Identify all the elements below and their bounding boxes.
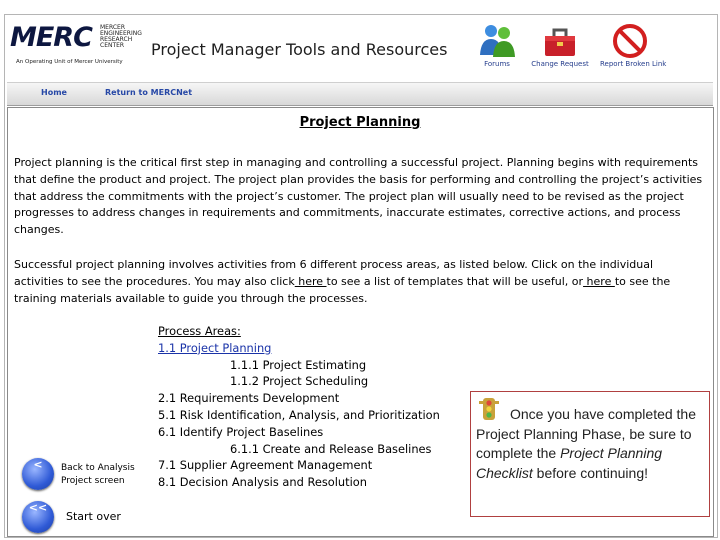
process-item-supplier[interactable]: 7.1 Supplier Agreement Management bbox=[158, 458, 373, 473]
change-request-label: Change Request bbox=[531, 60, 589, 68]
training-here-link[interactable]: here bbox=[583, 274, 615, 288]
nav-return-link[interactable]: Return to MERCNet bbox=[105, 88, 193, 97]
checklist-note-text: Once you have completed the Project Planning Phase, be sure to complete the Project Planning Checklist before continuing! bbox=[476, 406, 697, 481]
process-paragraph: Successful project planning involves activities from 6 different process areas, as listed below. Click on the individual activities to see the procedures. You may also click here to see a list of templates that will be useful, or here to see the training materials available to guide you through the processes. bbox=[14, 258, 671, 305]
forums-label: Forums bbox=[484, 60, 510, 68]
process-item-baselines[interactable]: 6.1 Identify Project Baselines bbox=[158, 424, 324, 439]
process-item-requirements[interactable]: 2.1 Requirements Development bbox=[158, 391, 340, 406]
no-sign-icon bbox=[610, 22, 650, 60]
site-title: Project Manager Tools and Resources bbox=[151, 40, 448, 59]
top-nav-bar bbox=[7, 82, 713, 106]
report-broken-link-button[interactable] bbox=[600, 22, 667, 68]
process-item-scheduling[interactable]: 1.1.2 Project Scheduling bbox=[230, 374, 369, 389]
forums-button[interactable] bbox=[467, 22, 527, 68]
start-over-label: Start over bbox=[66, 510, 121, 523]
change-request-button[interactable] bbox=[530, 22, 590, 68]
forums-people-icon bbox=[477, 22, 517, 60]
merc-logo[interactable] bbox=[10, 18, 140, 68]
checklist-link[interactable]: Project Planning Checklist bbox=[476, 445, 663, 481]
process-item-create-baselines[interactable]: 6.1.1 Create and Release Baselines bbox=[230, 441, 432, 456]
back-button[interactable]: < bbox=[22, 458, 54, 490]
process-item-risk[interactable]: 5.1 Risk Identification, Analysis, and Prioritization bbox=[158, 407, 440, 422]
nav-home-link[interactable]: Home bbox=[41, 88, 67, 97]
logo-lines: MERCER ENGINEERING RESEARCH CENTER bbox=[100, 24, 142, 49]
templates-here-link[interactable]: here bbox=[294, 274, 327, 288]
page-title: Project Planning bbox=[299, 115, 421, 130]
report-broken-link-label: Report Broken Link bbox=[600, 60, 667, 68]
back-label: Back to Analysis Project screen bbox=[61, 463, 135, 486]
process-item-project-planning[interactable]: 1.1 Project Planning bbox=[158, 340, 272, 355]
process-item-decision[interactable]: 8.1 Decision Analysis and Resolution bbox=[158, 475, 367, 490]
start-over-button[interactable]: << bbox=[22, 501, 54, 533]
checklist-note bbox=[470, 391, 710, 517]
toolbox-icon bbox=[540, 22, 580, 60]
intro-paragraph: Project planning is the critical first step in managing and controlling a successful project. Planning begins with requirements that define the product and project. The project plan provides the basis for performing and controlling the project’s activities that address the commitments with the project’s customer. The project plan will usually need to be revised as the project progresses to address changes in requirements and commitments, inaccurate estimates, corrective actions, and process changes. bbox=[14, 156, 703, 237]
process-areas-list bbox=[158, 323, 440, 491]
logo-tagline: An Operating Unit of Mercer University bbox=[16, 59, 123, 65]
logo-wordmark: MERC bbox=[10, 22, 92, 53]
process-item-estimating[interactable]: 1.1.1 Project Estimating bbox=[230, 357, 367, 372]
process-areas-heading: Process Areas: bbox=[158, 324, 241, 338]
